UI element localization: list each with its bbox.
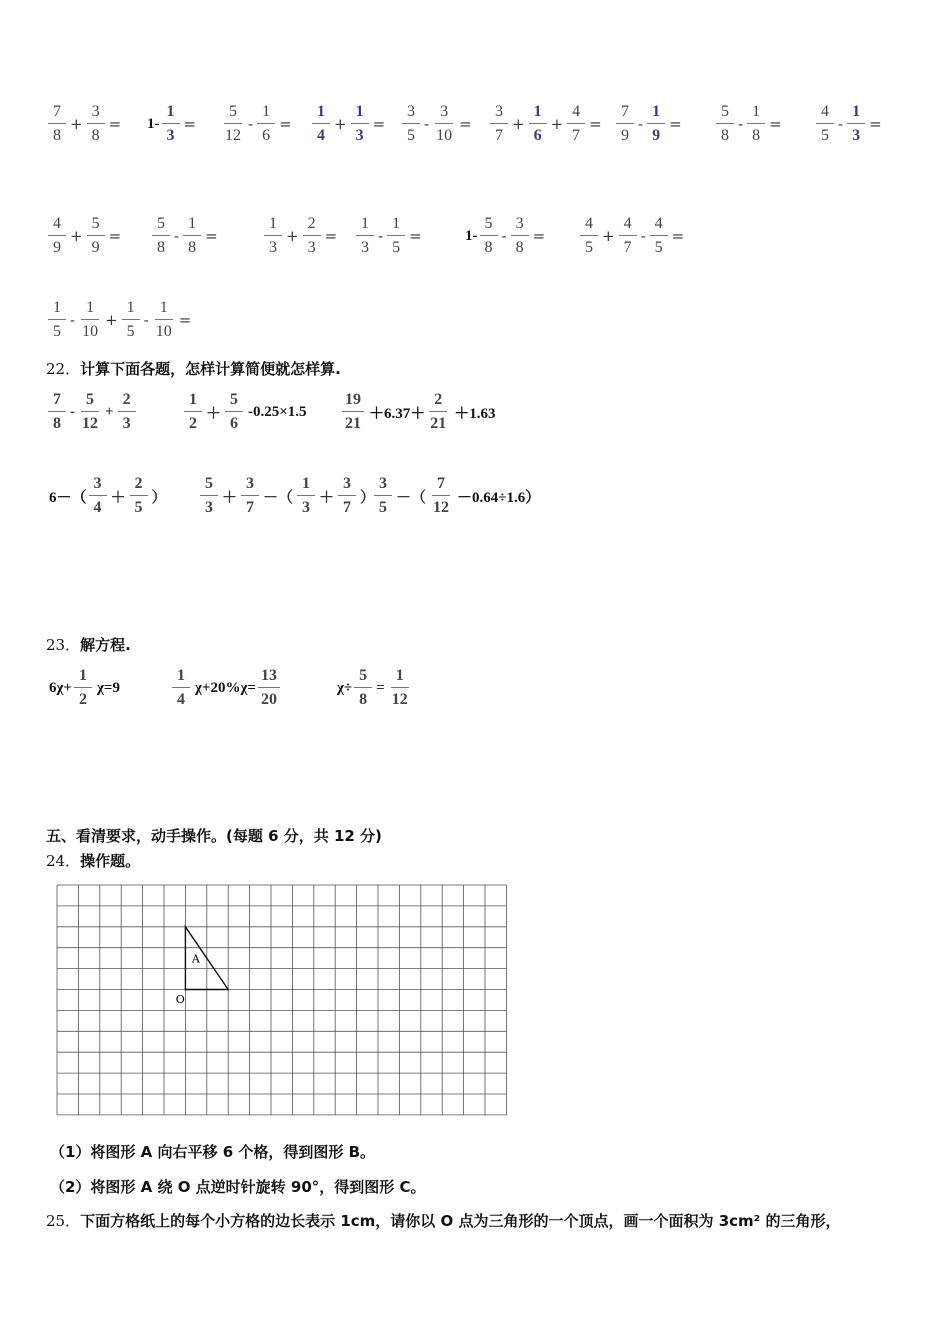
denominator: 8 [484, 239, 493, 256]
denominator: 12 [433, 499, 450, 516]
denominator: 5 [126, 323, 135, 340]
operator: - [638, 115, 644, 133]
expression-text: 6χ+ [49, 679, 72, 696]
denominator: 7 [495, 127, 503, 144]
numerator: 1 [387, 216, 405, 236]
fraction [374, 476, 392, 516]
denominator: 8 [53, 415, 61, 432]
operator: - [70, 403, 75, 420]
operator: = [589, 115, 602, 133]
fraction [847, 104, 865, 144]
denominator: 5 [392, 239, 401, 256]
expression-text: ＋6.37＋ [369, 405, 426, 422]
fraction [118, 392, 136, 432]
operator: ＋ [222, 489, 238, 506]
fraction [130, 476, 148, 516]
operator: + [334, 115, 347, 133]
denominator: 8 [53, 127, 61, 144]
expression [814, 104, 884, 144]
expression [578, 216, 686, 256]
question-25-heading [46, 1210, 840, 1231]
fraction [650, 216, 668, 256]
numerator: 5 [224, 104, 242, 124]
numerator: 1 [351, 104, 369, 124]
expression [340, 392, 496, 432]
numerator: 3 [435, 104, 453, 124]
denominator: 20 [260, 691, 277, 708]
denominator: 2 [189, 415, 197, 432]
denominator: 8 [91, 127, 100, 144]
fraction [258, 668, 280, 708]
numerator: 3 [374, 476, 392, 496]
denominator: 3 [307, 239, 316, 256]
fraction [303, 216, 321, 256]
denominator: 3 [166, 127, 175, 144]
operator: + [70, 227, 83, 245]
denominator: 12 [82, 415, 98, 432]
fraction [816, 104, 834, 144]
denominator: 10 [82, 323, 99, 340]
fraction [122, 300, 140, 340]
numerator: 1 [183, 216, 201, 236]
equation [170, 668, 282, 708]
fraction [89, 476, 107, 516]
fraction [430, 476, 452, 516]
fraction [48, 392, 66, 432]
operator: = [183, 115, 197, 133]
operator: + [105, 403, 114, 420]
operator: = [324, 227, 338, 245]
section-5-title: 五、看清要求，动手操作。(每题 6 分，共 12 分) [46, 827, 382, 845]
fraction [79, 392, 101, 432]
denominator: 8 [359, 691, 368, 708]
grid-paper [56, 884, 508, 1116]
numerator: 1 [162, 104, 180, 124]
operator: = [279, 115, 292, 133]
numerator: 1 [48, 300, 66, 320]
fraction [74, 668, 92, 708]
expression [220, 104, 294, 144]
numerator: 1 [297, 476, 315, 496]
expression-text: －0.64÷1.6） [457, 489, 541, 506]
expression [372, 476, 540, 516]
question-22-heading [46, 358, 341, 379]
task-1: （1）将图形 A 向右平移 6 个格，得到图形 B。 [50, 1143, 376, 1161]
expression-text: 1- [147, 115, 160, 132]
expression [182, 392, 307, 432]
numerator: 4 [48, 216, 66, 236]
label-o: O [175, 993, 185, 1007]
numerator: 7 [616, 104, 634, 124]
expression [46, 392, 138, 432]
operator: + [602, 227, 615, 245]
denominator: 21 [345, 415, 361, 432]
denominator: 7 [343, 499, 352, 516]
fraction [747, 104, 765, 144]
fraction [490, 104, 508, 144]
fraction [387, 216, 405, 256]
denominator: 10 [155, 323, 172, 340]
fraction [241, 476, 259, 516]
fraction [511, 216, 529, 256]
numerator: 3 [402, 104, 420, 124]
fraction [716, 104, 734, 144]
fraction [619, 216, 637, 256]
numerator: 1 [747, 104, 765, 124]
expression [262, 216, 339, 256]
numerator: 1 [122, 300, 140, 320]
numerator: 3 [241, 476, 259, 496]
expression [462, 216, 547, 256]
numerator: 1 [356, 216, 374, 236]
denominator: 2 [78, 691, 87, 708]
fraction [48, 216, 66, 256]
fraction [356, 216, 374, 256]
operator: + [550, 115, 564, 133]
numerator: 1 [74, 668, 92, 688]
operator: - [143, 311, 149, 329]
expression [46, 104, 123, 144]
fraction [225, 392, 243, 432]
denominator: 3 [302, 499, 311, 516]
numerator: 13 [258, 668, 280, 688]
fraction [647, 104, 665, 144]
expression-text: χ÷ [337, 679, 353, 696]
denominator: 5 [407, 127, 415, 144]
expression [198, 476, 377, 516]
numerator: 1 [184, 392, 202, 412]
numerator: 4 [650, 216, 668, 236]
denominator: 7 [572, 127, 581, 144]
fraction [87, 104, 105, 144]
denominator: 8 [188, 239, 197, 256]
operator: = [769, 115, 782, 133]
question-24-heading [46, 850, 140, 871]
denominator: 9 [91, 239, 100, 256]
denominator: 3 [852, 127, 861, 144]
denominator: 12 [391, 691, 408, 708]
denominator: 9 [53, 239, 61, 256]
numerator: 1 [529, 104, 547, 124]
fraction [48, 104, 66, 144]
fraction [48, 300, 66, 340]
denominator: 6 [230, 415, 239, 432]
operator: －（ [263, 489, 294, 506]
denominator: 6 [533, 127, 542, 144]
operator: = [178, 311, 192, 329]
denominator: 7 [623, 239, 632, 256]
question-number: 22． [46, 360, 81, 378]
operator: - [501, 227, 507, 245]
question-text: 操作题。 [80, 852, 141, 870]
operator: －（ [396, 489, 427, 506]
denominator: 3 [355, 127, 364, 144]
operator: - [424, 115, 430, 133]
denominator: 5 [379, 499, 387, 516]
denominator: 5 [134, 499, 143, 516]
operator: - [378, 227, 384, 245]
fraction [433, 104, 455, 144]
numerator: 2 [130, 476, 148, 496]
question-number: 25． [46, 1212, 81, 1230]
denominator: 9 [652, 127, 661, 144]
fraction [427, 392, 449, 432]
numerator: 7 [432, 476, 450, 496]
expression [46, 300, 193, 340]
fraction [351, 104, 369, 144]
expression [714, 104, 784, 144]
operator: - [174, 227, 180, 245]
fraction [389, 668, 411, 708]
numerator: 5 [480, 216, 498, 236]
denominator: 5 [585, 239, 593, 256]
operator: ＋ [110, 489, 126, 506]
operator: = [108, 115, 122, 133]
denominator: 21 [430, 415, 447, 432]
fraction [200, 476, 218, 516]
expression [310, 104, 387, 144]
expression-text: ＋1.63 [454, 405, 496, 422]
fraction [297, 476, 315, 516]
numerator: 1 [391, 668, 409, 688]
expression-text: 1- [465, 227, 478, 244]
fraction [312, 104, 330, 144]
question-23-heading [46, 634, 131, 655]
numerator: 3 [338, 476, 356, 496]
denominator: 3 [205, 499, 213, 516]
fraction [172, 668, 190, 708]
operator: = [205, 227, 218, 245]
operator: ＋ [319, 489, 335, 506]
fraction [580, 216, 598, 256]
operator: - [248, 115, 254, 133]
expression [488, 104, 604, 144]
denominator: 8 [752, 127, 761, 144]
question-number: 23． [46, 636, 81, 654]
operator: = [869, 115, 882, 133]
numerator: 2 [429, 392, 447, 412]
operator: ） [360, 489, 376, 506]
numerator: 4 [816, 104, 834, 124]
denominator: 8 [157, 239, 165, 256]
numerator: 5 [716, 104, 734, 124]
numerator: 2 [303, 216, 321, 236]
numerator: 1 [257, 104, 275, 124]
denominator: 12 [225, 127, 241, 144]
fraction [162, 104, 180, 144]
operator: - [640, 227, 646, 245]
fraction [79, 300, 101, 340]
operator: = [671, 227, 685, 245]
fraction [567, 104, 585, 144]
fraction [529, 104, 547, 144]
denominator: 8 [721, 127, 729, 144]
fraction [184, 392, 202, 432]
numerator: 19 [342, 392, 364, 412]
operator: = [669, 115, 682, 133]
denominator: 4 [317, 127, 325, 144]
fraction [152, 216, 170, 256]
expression-text: χ=9 [96, 679, 120, 696]
question-text: 解方程. [80, 636, 131, 654]
numerator: 1 [312, 104, 330, 124]
denominator: 4 [177, 691, 185, 708]
operator: ＋ [206, 405, 222, 422]
task-2: （2）将图形 A 绕 O 点逆时针旋转 90°，得到图形 C。 [50, 1178, 426, 1196]
fraction [616, 104, 634, 144]
question-text: 计算下面各题，怎样计算简便就怎样算. [80, 360, 341, 378]
fraction [264, 216, 282, 256]
numerator: 5 [81, 392, 99, 412]
question-number: 24． [46, 852, 81, 870]
operator: - [838, 115, 844, 133]
fraction [222, 104, 244, 144]
operator: - [70, 311, 76, 329]
numerator: 1 [647, 104, 665, 124]
numerator: 5 [87, 216, 105, 236]
numerator: 1 [172, 668, 190, 688]
numerator: 7 [48, 392, 66, 412]
denominator: 5 [821, 127, 829, 144]
numerator: 7 [48, 104, 66, 124]
fraction [342, 392, 364, 432]
expression-text: 6－（ [49, 489, 87, 506]
numerator: 5 [152, 216, 170, 236]
operator: - [738, 115, 744, 133]
question-text: 下面方格纸上的每个小方格的边长表示 1cm，请你以 O 点为三角形的一个顶点，画一个面积为 3cm² 的三角形， [80, 1212, 841, 1230]
denominator: 9 [621, 127, 629, 144]
operator: = [108, 227, 122, 245]
equation [334, 668, 413, 708]
operator: = [459, 115, 472, 133]
operator: = [532, 227, 546, 245]
fraction [87, 216, 105, 256]
fraction [402, 104, 420, 144]
operator: = [409, 227, 422, 245]
operator: + [105, 311, 118, 329]
expression [150, 216, 220, 256]
numerator: 3 [511, 216, 529, 236]
numerator: 4 [619, 216, 637, 236]
denominator: 7 [246, 499, 255, 516]
expression [354, 216, 424, 256]
numerator: 5 [354, 668, 372, 688]
expression [144, 104, 198, 144]
denominator: 8 [515, 239, 524, 256]
expression-text: -0.25×1.5 [248, 403, 307, 420]
fraction [257, 104, 275, 144]
operator: ） [151, 489, 167, 506]
numerator: 5 [225, 392, 243, 412]
expression [614, 104, 684, 144]
numerator: 4 [567, 104, 585, 124]
numerator: 1 [264, 216, 282, 236]
numerator: 1 [81, 300, 99, 320]
numerator: 1 [155, 300, 173, 320]
denominator: 10 [436, 127, 453, 144]
numerator: 1 [847, 104, 865, 124]
expression-text: χ+20%χ= [195, 679, 256, 696]
denominator: 6 [262, 127, 271, 144]
operator: + [70, 115, 83, 133]
expression [46, 476, 169, 516]
operator: = [376, 679, 385, 696]
numerator: 2 [118, 392, 136, 412]
denominator: 5 [654, 239, 663, 256]
denominator: 3 [269, 239, 277, 256]
numerator: 5 [200, 476, 218, 496]
fraction [338, 476, 356, 516]
label-a: A [191, 952, 200, 966]
operator: + [286, 227, 299, 245]
denominator: 3 [122, 415, 131, 432]
fraction [183, 216, 201, 256]
numerator: 3 [490, 104, 508, 124]
fraction [480, 216, 498, 256]
denominator: 4 [93, 499, 102, 516]
operator: + [512, 115, 525, 133]
equation [46, 668, 120, 708]
numerator: 3 [89, 476, 107, 496]
numerator: 3 [87, 104, 105, 124]
operator: = [372, 115, 386, 133]
expression [400, 104, 474, 144]
fraction [354, 668, 372, 708]
denominator: 3 [361, 239, 369, 256]
denominator: 5 [53, 323, 61, 340]
numerator: 4 [580, 216, 598, 236]
fraction [153, 300, 175, 340]
expression [46, 216, 123, 256]
